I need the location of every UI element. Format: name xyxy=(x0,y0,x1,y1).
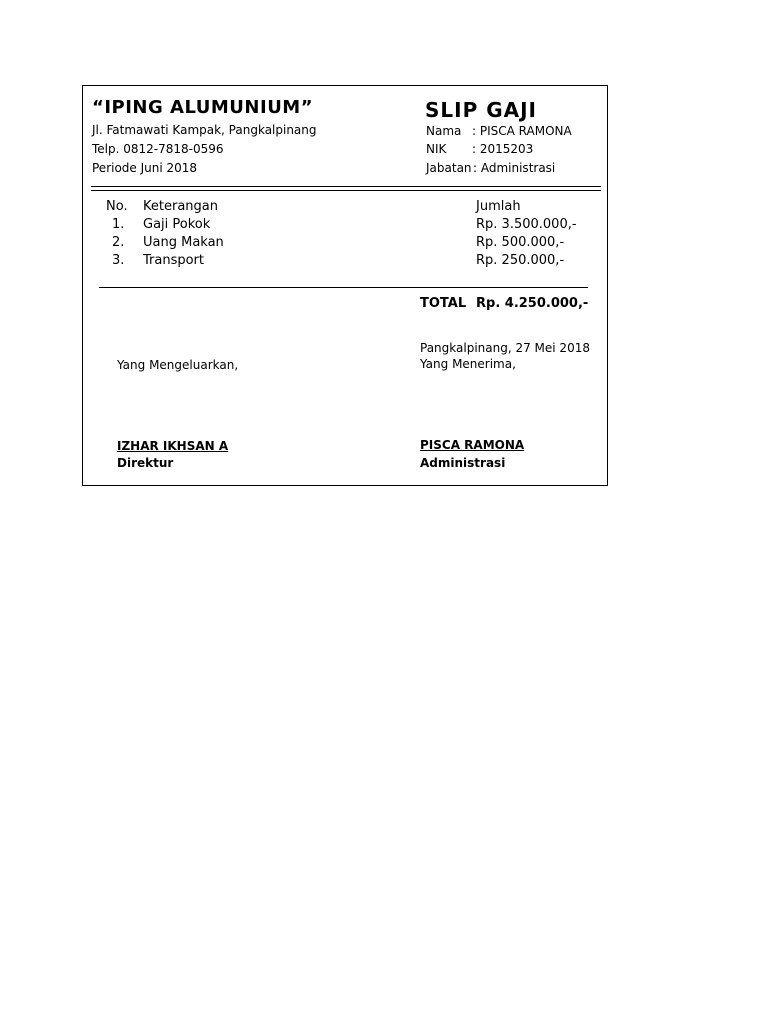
nik-value: : 2015203 xyxy=(472,142,534,156)
nama-value: : PISCA RAMONA xyxy=(472,124,572,138)
row-3-no: 3. xyxy=(112,253,125,268)
company-name: “IPING ALUMUNIUM” xyxy=(92,97,314,118)
row-2-jumlah: Rp. 500.000,- xyxy=(476,235,565,250)
row-1-jumlah: Rp. 3.500.000,- xyxy=(476,217,577,232)
row-3-keterangan: Transport xyxy=(143,253,205,268)
issuer-name: IZHAR IKHSAN A xyxy=(117,439,229,453)
col-header-jumlah: Jumlah xyxy=(476,199,521,214)
jabatan-label: Jabatan xyxy=(426,161,472,175)
header-divider-bottom xyxy=(91,190,601,191)
header-divider-top xyxy=(91,186,601,187)
col-header-no: No. xyxy=(106,199,128,214)
row-1-no: 1. xyxy=(112,217,125,232)
place-date: Pangkalpinang, 27 Mei 2018 xyxy=(420,341,590,355)
receiver-title: Administrasi xyxy=(420,456,506,470)
row-2-no: 2. xyxy=(112,235,125,250)
company-address: Jl. Fatmawati Kampak, Pangkalpinang xyxy=(92,123,317,137)
salary-slip xyxy=(82,85,608,486)
col-header-keterangan: Keterangan xyxy=(143,199,218,214)
issuer-label: Yang Mengeluarkan, xyxy=(117,358,239,372)
slip-title: SLIP GAJI xyxy=(425,98,537,122)
issuer-title: Direktur xyxy=(117,456,174,470)
total-label: TOTAL xyxy=(420,296,467,311)
row-3-jumlah: Rp. 250.000,- xyxy=(476,253,565,268)
total-value: Rp. 4.250.000,- xyxy=(476,296,589,311)
jabatan-value: : Administrasi xyxy=(473,161,556,175)
pay-period: Periode Juni 2018 xyxy=(92,161,198,175)
table-divider xyxy=(99,287,588,288)
nik-label: NIK xyxy=(426,142,447,156)
company-phone: Telp. 0812-7818-0596 xyxy=(92,142,224,156)
receiver-label: Yang Menerima, xyxy=(420,357,516,371)
receiver-name: PISCA RAMONA xyxy=(420,438,525,452)
row-2-keterangan: Uang Makan xyxy=(143,235,224,250)
nama-label: Nama xyxy=(426,124,462,138)
row-1-keterangan: Gaji Pokok xyxy=(143,217,211,232)
